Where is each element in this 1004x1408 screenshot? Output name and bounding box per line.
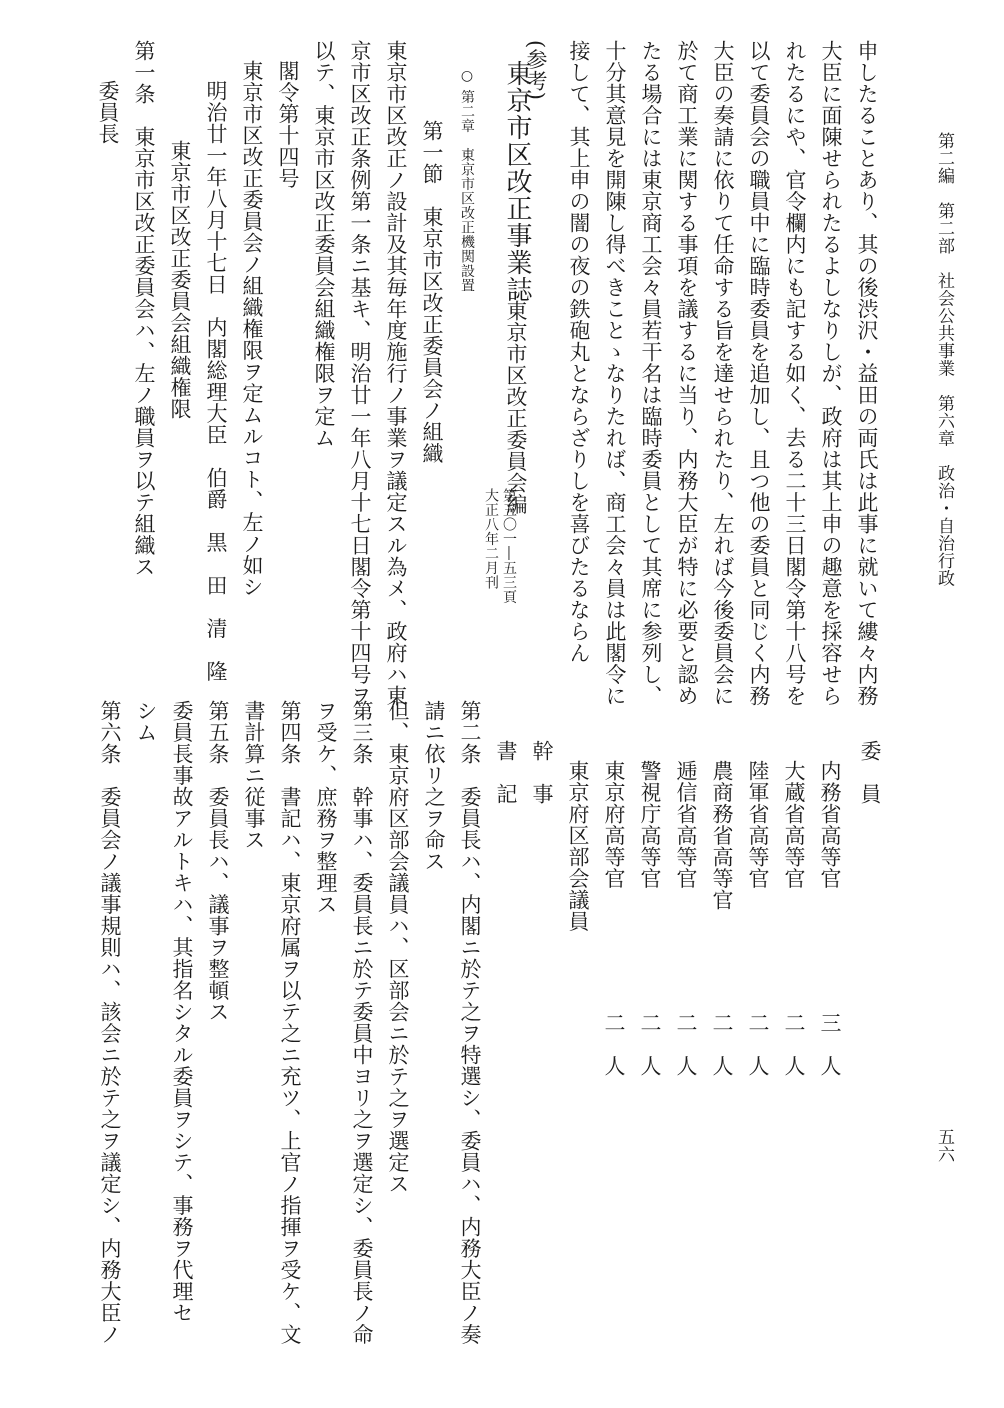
article-line: ヲ受ケ、庶務ヲ整理ス bbox=[314, 700, 338, 915]
text-line: 以テ、東京市区改正委員会組織権限ヲ定ム bbox=[312, 40, 336, 449]
article-line: 委員長事故アルトキハ、其指名シタル委員ヲシテ、事務ヲ代理セ bbox=[170, 700, 194, 1324]
reference-editor: 東京市区改正委員会編 bbox=[504, 300, 528, 515]
article-line: シム bbox=[134, 700, 158, 743]
running-head: 第二編 第二部 社会公共事業 第六章 政治・自治行政 bbox=[934, 132, 954, 587]
reference-label: (参考) bbox=[524, 40, 548, 101]
member-count: 二 人 bbox=[710, 1012, 734, 1077]
regulation-title: 東京市区改正委員会組織権限 bbox=[168, 140, 192, 420]
article-line: 請ニ依リ之ヲ命ス bbox=[422, 700, 446, 872]
secretary-label: 幹 事 bbox=[530, 740, 554, 805]
article-line: 第二条 委員長ハ、内閣ニ於テ之ヲ特選シ、委員ハ、内務大臣ノ奏 bbox=[458, 700, 482, 1345]
members-label: 委 員 bbox=[858, 740, 882, 805]
member-title: 大蔵省高等官 bbox=[782, 760, 806, 889]
paragraph-line: 十分其意見を開陳し得べきことゝなりたれば、商工会々員は此閣令に bbox=[603, 40, 627, 707]
date-signature: 明治廿一年八月十七日 内閣総理大臣 伯爵 黒 田 清 隆 bbox=[204, 80, 228, 682]
member-title: 逓信省高等官 bbox=[674, 760, 698, 889]
reference-source-line: 大正八年二月刊 bbox=[483, 488, 499, 590]
reference-source-line: 第五〇一―五三頁 bbox=[501, 488, 517, 604]
member-title: 農商務省高等官 bbox=[710, 760, 734, 911]
clerk-label: 書 記 bbox=[494, 740, 518, 805]
chairman-label: 委員長 bbox=[96, 80, 120, 145]
paragraph-line: 於て商工業に関する事項を議するに当り、内務大臣が特に必要と認め bbox=[675, 40, 699, 707]
paragraph-line: たる場合には東京商工会々員若干名は臨時委員として其席に参列し、 bbox=[639, 40, 663, 707]
article-line: 第三条 幹事ハ、委員長ニ於テ委員中ヨリ之ヲ選定シ、委員長ノ命 bbox=[350, 700, 374, 1345]
article-line: 第四条 書記ハ、東京府属ヲ以テ之ニ充ツ、上官ノ指揮ヲ受ケ、文 bbox=[278, 700, 302, 1345]
member-title: 東京府区部会議員 bbox=[566, 760, 590, 932]
paragraph-line: 大臣の奏請に依りて任命する旨を達せられたり、左れば今後委員会に bbox=[711, 40, 735, 707]
article-line: 但、東京府区部会議員ハ、区部会ニ於テ之ヲ選定ス bbox=[386, 700, 410, 1195]
member-title: 内務省高等官 bbox=[818, 760, 842, 889]
section-heading: 第一節 東京市区改正委員会ノ組織 bbox=[420, 120, 444, 464]
paragraph-line: 接して、其上申の闇の夜の鉄砲丸とならざりしを喜びたるならん bbox=[567, 40, 591, 664]
text-line: 東京市区改正委員会ノ組織権限ヲ定ムルコト、左ノ如シ bbox=[240, 60, 264, 598]
chapter-heading: ○ 第二章 東京市区改正機関設置 bbox=[459, 68, 475, 293]
text-line: 閣令第十四号 bbox=[276, 60, 300, 189]
paragraph-line: 大臣に面陳せられたるよしなりしが、政府は其上申の趣意を採容せら bbox=[819, 40, 843, 707]
article-line: 書計算ニ従事ス bbox=[242, 700, 266, 851]
article-line: 第六条 委員会ノ議事規則ハ、該会ニ於テ之ヲ議定シ、内務大臣ノ bbox=[98, 700, 122, 1345]
member-count: 二 人 bbox=[638, 1012, 662, 1077]
reference-title: 東京市区改正事業誌 bbox=[502, 60, 532, 303]
text-line: 東京市区改正ノ設計及其毎年度施行ノ事業ヲ議定スル為メ、政府ハ東 bbox=[384, 40, 408, 707]
member-title: 東京府高等官 bbox=[602, 760, 626, 889]
member-count: 二 人 bbox=[674, 1012, 698, 1077]
paragraph-line: 以て委員会の職員中に臨時委員を追加し、且つ他の委員と同じく内務 bbox=[747, 40, 771, 707]
article-1: 第一条 東京市区改正委員会ハ、左ノ職員ヲ以テ組織ス bbox=[132, 40, 156, 578]
page-number: 五六 bbox=[934, 1128, 954, 1163]
member-count: 二 人 bbox=[746, 1012, 770, 1077]
text-line: 京市区改正条例第一条ニ基キ、明治廿一年八月十七日閣令第十四号ヲ bbox=[348, 40, 372, 707]
member-count: 二 人 bbox=[602, 1012, 626, 1077]
member-count: 二 人 bbox=[782, 1012, 806, 1077]
member-title: 陸軍省高等官 bbox=[746, 760, 770, 889]
paragraph-line: 申したることあり、其の後渋沢・益田の両氏は此事に就いて縷々内務 bbox=[855, 40, 879, 707]
paragraph-line: れたるにや、官令欄内にも記する如く、去る二十三日閣令第十八号を bbox=[783, 40, 807, 707]
member-title: 警視庁高等官 bbox=[638, 760, 662, 889]
member-count: 三 人 bbox=[818, 1012, 842, 1077]
article-line: 第五条 委員長ハ、議事ヲ整頓ス bbox=[206, 700, 230, 1023]
